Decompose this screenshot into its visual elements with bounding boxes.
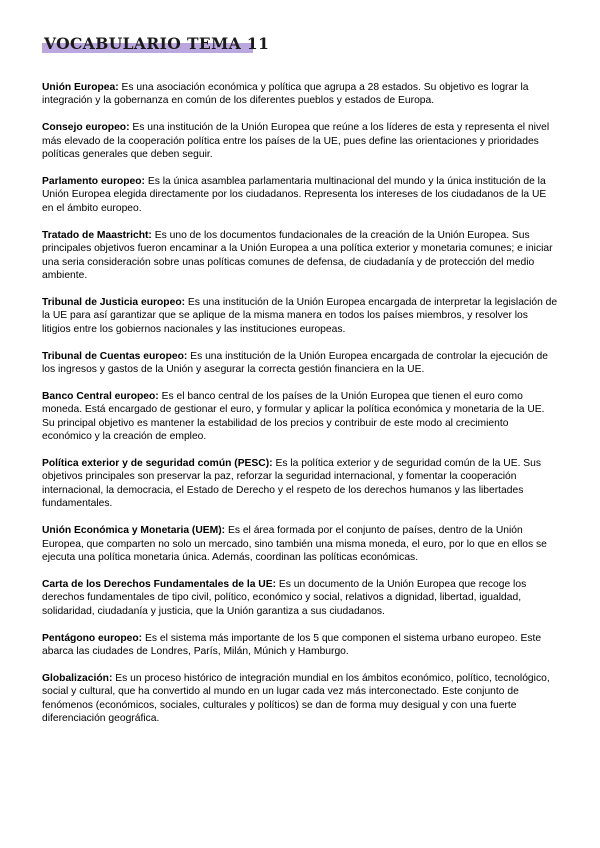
entry-definition: Es la única asamblea parlamentaria multinacional del mundo y la única institución de la Unión Europea elegida directamente por los ciudadanos. Representa los intereses de los ciudadanos de la UE en el ámbito europeo. [42, 176, 547, 214]
entry-term: Parlamento europeo: [42, 176, 145, 188]
vocabulary-entry-uem [42, 524, 558, 564]
vocabulary-entry-banco-central [42, 390, 558, 444]
entry-term: Banco Central europeo: [42, 390, 159, 402]
entry-definition: Es una asociación económica y política que agrupa a 28 estados. Su objetivo es lograr la integración y la gobernanza en común de los diferentes pueblos y estados de Europa. [42, 82, 529, 107]
vocabulary-entry-consejo-europeo [42, 121, 558, 161]
entry-definition: Es una institución de la Unión Europea que reúne a los líderes de esta y representa el nivel más elevado de la cooperación política entre los países de la UE, pues define las orientaciones y prioridades políticas generales que deben seguir. [42, 122, 550, 161]
entry-term: Pentágono europeo: [42, 632, 143, 644]
entry-term: Carta de los Derechos Fundamentales de la UE: [42, 578, 277, 590]
vocabulary-entry-tratado-maastricht [42, 229, 558, 283]
entry-definition: Es una institución de la Unión Europea encargada de controlar la ejecución de los ingresos y gastos de la Unión y asegurar la correcta gestión financiera en la UE. [42, 350, 548, 375]
entry-definition: Es el sistema más importante de los 5 que componen el sistema urbano europeo. Este abarca las ciudades de Londres, París, Milán, Múnich y Hamburgo. [42, 632, 542, 657]
page-title: VOCABULARIO TEMA 11 [44, 34, 270, 53]
entry-definition: Es un proceso histórico de integración mundial en los ámbitos económico, político, tecnológico, social y cultural, que ha convertido al mundo en un lugar cada vez más interconectado. Este conjunto de fenómenos (económicos, sociales, culturales y políticos) se dan de forma muy desigual y con una fuerte diferenciación geográfica. [42, 672, 550, 725]
vocabulary-list [42, 81, 558, 739]
entry-term: Tribunal de Justicia europeo: [42, 296, 186, 308]
entry-definition: Es un documento de la Unión Europea que recoge los derechos fundamentales de tipo civil, político, económico y social, relativos a dignidad, libertad, igualdad, solidaridad, ciudadanía y justicia, que la Unión garantiza a sus ciudadanos. [42, 578, 527, 617]
vocabulary-entry-parlamento-europeo [42, 175, 558, 215]
entry-term: Globalización: [42, 672, 113, 684]
entry-definition: Es la política exterior y de seguridad común de la UE. Sus objetivos principales son preservar la paz, reforzar la seguridad internacional, y fomentar la cooperación internacional, la democracia, el Estado de Derecho y el respeto de los derechos humanos y las libertades fundamentales. [42, 458, 542, 510]
entry-term: Unión Económica y Monetaria (UEM): [42, 525, 226, 537]
entry-term: Política exterior y de seguridad común (PESC): [42, 458, 273, 470]
vocabulary-entry-tribunal-cuentas [42, 350, 558, 377]
entry-term: Tratado de Maastricht: [42, 229, 152, 241]
entry-term: Tribunal de Cuentas europeo: [42, 350, 188, 362]
entry-definition: Es una institución de la Unión Europea encargada de interpretar la legislación de la UE para así garantizar que se aplique de la misma manera en todos los países miembros, y resolver los litigios entre los gobiernos nacionales y las instituciones europeas. [42, 296, 558, 335]
vocabulary-entry-union-europea [42, 81, 558, 108]
vocabulary-entry-pentagono-europeo [42, 632, 558, 659]
entry-definition: Es el área formada por el conjunto de países, dentro de la Unión Europea, que comparten no solo un mercado, sino también una misma moneda, el euro, por lo que en ellos se ejecuta una política monetaria única. Además, coordinan las políticas económicas. [42, 525, 547, 563]
vocabulary-entry-globalizacion [42, 672, 558, 726]
vocabulary-entry-carta-derechos [42, 578, 558, 618]
entry-term: Consejo europeo: [42, 122, 130, 134]
vocabulary-entry-pesc [42, 457, 558, 511]
entry-definition: Es uno de los documentos fundacionales de la creación de la Unión Europea. Sus principales objetivos fueron encaminar a la Unión Europea a una política exterior y monetaria comunes; e iniciar una seria consideración sobre unas políticas comunes de defensa, de ciudadanía y de protección del medio ambiente. [42, 229, 553, 281]
entry-definition: Es el banco central de los países de la Unión Europea que tienen el euro como moneda. Está encargado de gestionar el euro, y formular y aplicar la política económica y monetaria de la UE. Su principal objetivo es mantener la estabilidad de los precios y contribuir de este modo al crecimiento económico y la creación de empleo. [42, 390, 545, 443]
entry-term: Unión Europea: [42, 82, 119, 93]
page-title-block [40, 34, 269, 56]
vocabulary-entry-tribunal-justicia [42, 296, 558, 336]
